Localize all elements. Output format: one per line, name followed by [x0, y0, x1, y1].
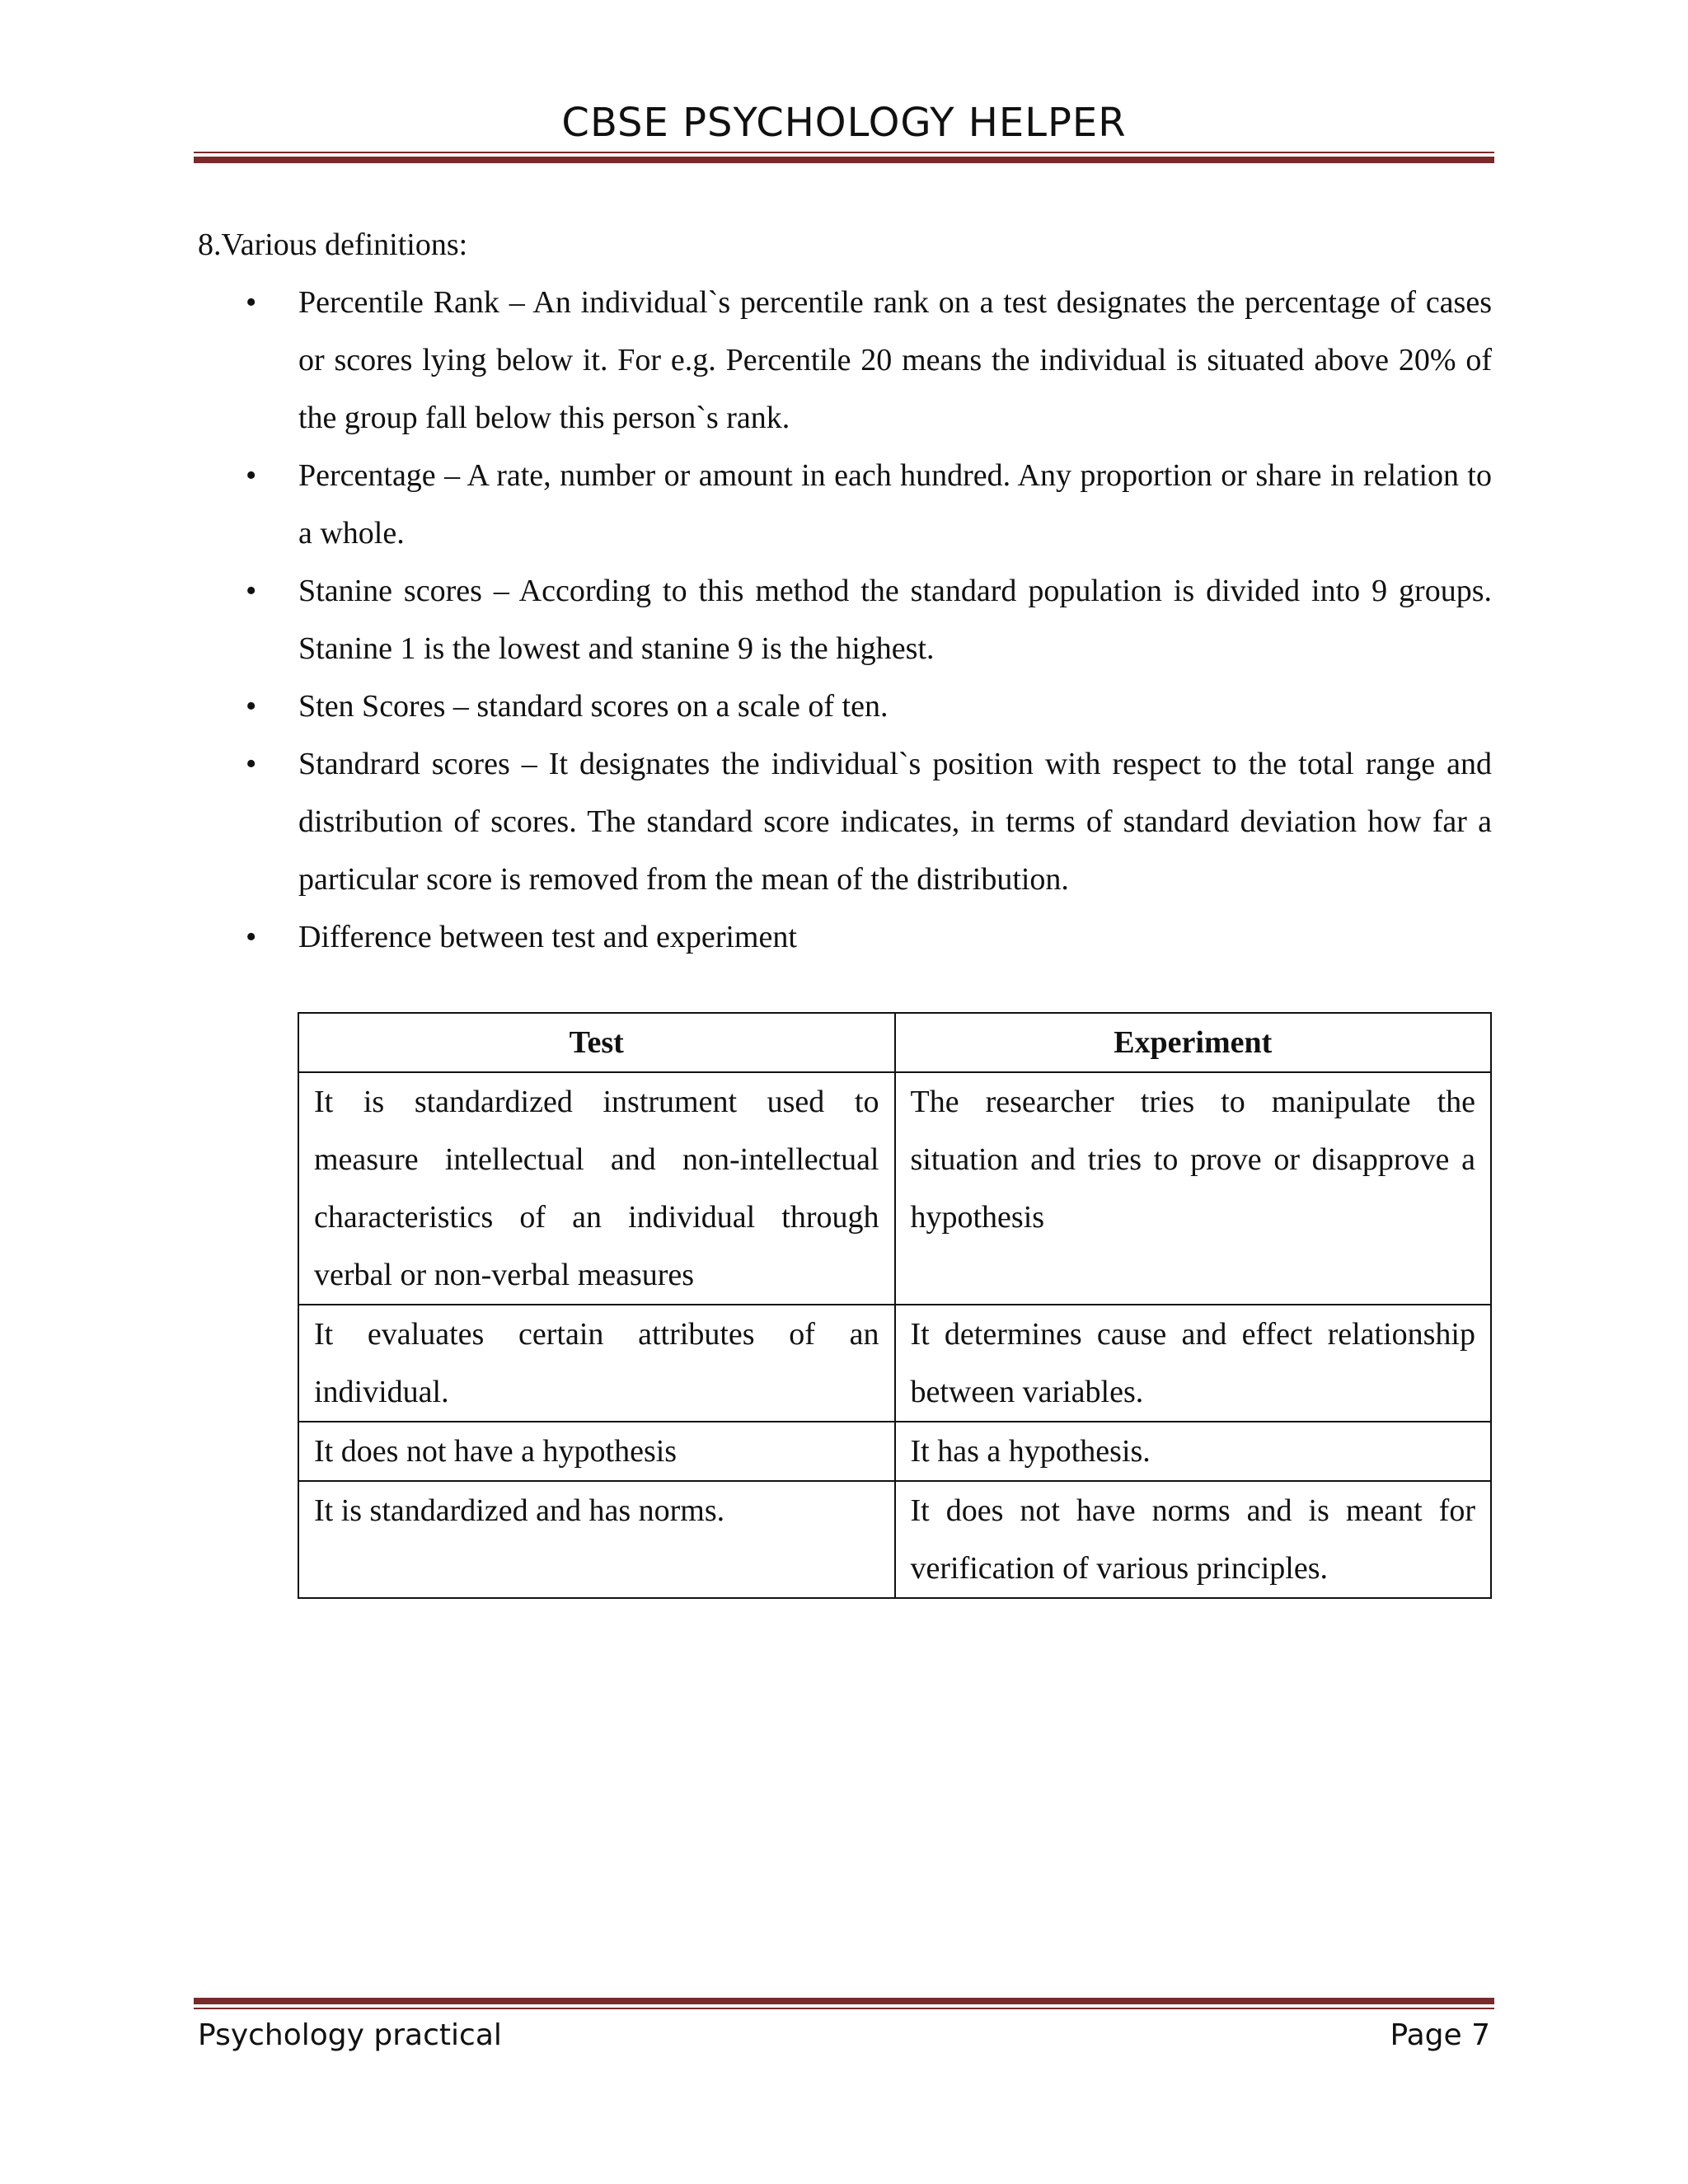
bullet-icon: • — [246, 458, 257, 493]
table-cell-experiment: The researcher tries to manipulate the situation and tries to prove or disapprove a hypothesis — [895, 1072, 1492, 1305]
table-cell-test: It is standardized instrument used to measure intellectual and non-intellectual characteristics of an individual through verbal or non-verbal measures — [298, 1072, 895, 1305]
list-item — [198, 677, 1492, 735]
table-row — [298, 1481, 1491, 1598]
table-cell-experiment: It does not have norms and is meant for verification of various principles. — [895, 1481, 1492, 1598]
section-title: 8.Various definitions: — [198, 227, 468, 262]
list-item — [198, 562, 1492, 677]
table-cell-experiment: It determines cause and effect relationship between variables. — [895, 1305, 1492, 1422]
list-item — [198, 274, 1492, 447]
bullet-icon: • — [246, 574, 257, 608]
table-cell-experiment: It has a hypothesis. — [895, 1422, 1492, 1481]
list-item — [198, 908, 1492, 966]
bullet-icon: • — [246, 285, 257, 320]
page-header-title: CBSE PSYCHOLOGY HELPER — [561, 100, 1127, 146]
column-header-test: Test — [298, 1013, 895, 1072]
column-header-experiment: Experiment — [895, 1013, 1492, 1072]
bullet-icon: • — [246, 920, 257, 954]
bullet-icon: • — [246, 747, 257, 781]
footer-rule-thick — [194, 1998, 1494, 2004]
footer-document-title: Psychology practical — [198, 2018, 502, 2052]
bullet-icon: • — [246, 689, 257, 724]
comparison-table — [298, 1012, 1492, 1599]
definition-text: Standrard scores – It designates the individual`s position with respect to the total range and distribution of scores. The standard score indicates, in terms of standard deviation how far a particular score is removed from the mean of the distribution. — [298, 747, 1492, 897]
footer-rule-thin — [194, 2008, 1494, 2009]
table-cell-test: It is standardized and has norms. — [298, 1481, 895, 1598]
table-cell-test: It does not have a hypothesis — [298, 1422, 895, 1481]
table-row — [298, 1422, 1491, 1481]
definition-text: Sten Scores – standard scores on a scale of ten. — [298, 689, 889, 724]
list-item — [198, 735, 1492, 908]
definition-text: Percentage – A rate, number or amount in each hundred. Any proportion or share in relation to a whole. — [298, 458, 1492, 551]
definition-text: Difference between test and experiment — [298, 920, 797, 954]
table-row — [298, 1072, 1491, 1305]
definition-text: Percentile Rank – An individual`s percentile rank on a test designates the percentage of cases or scores lying below it. For e.g. Percentile 20 means the individual is situated above 20% of the group fall below this person`s rank. — [298, 285, 1492, 435]
table-cell-test: It evaluates certain attributes of an individual. — [298, 1305, 895, 1422]
definitions-list — [198, 274, 1492, 966]
table-header-row — [298, 1013, 1491, 1072]
table-row — [298, 1305, 1491, 1422]
list-item — [198, 447, 1492, 562]
definition-text: Stanine scores – According to this method the standard population is divided into 9 groups. Stanine 1 is the lowest and stanine 9 is the highest. — [298, 574, 1492, 666]
footer-page-number: Page 7 — [1390, 2018, 1490, 2052]
header-rule-thick — [194, 157, 1494, 163]
header-rule-thin — [194, 152, 1494, 153]
